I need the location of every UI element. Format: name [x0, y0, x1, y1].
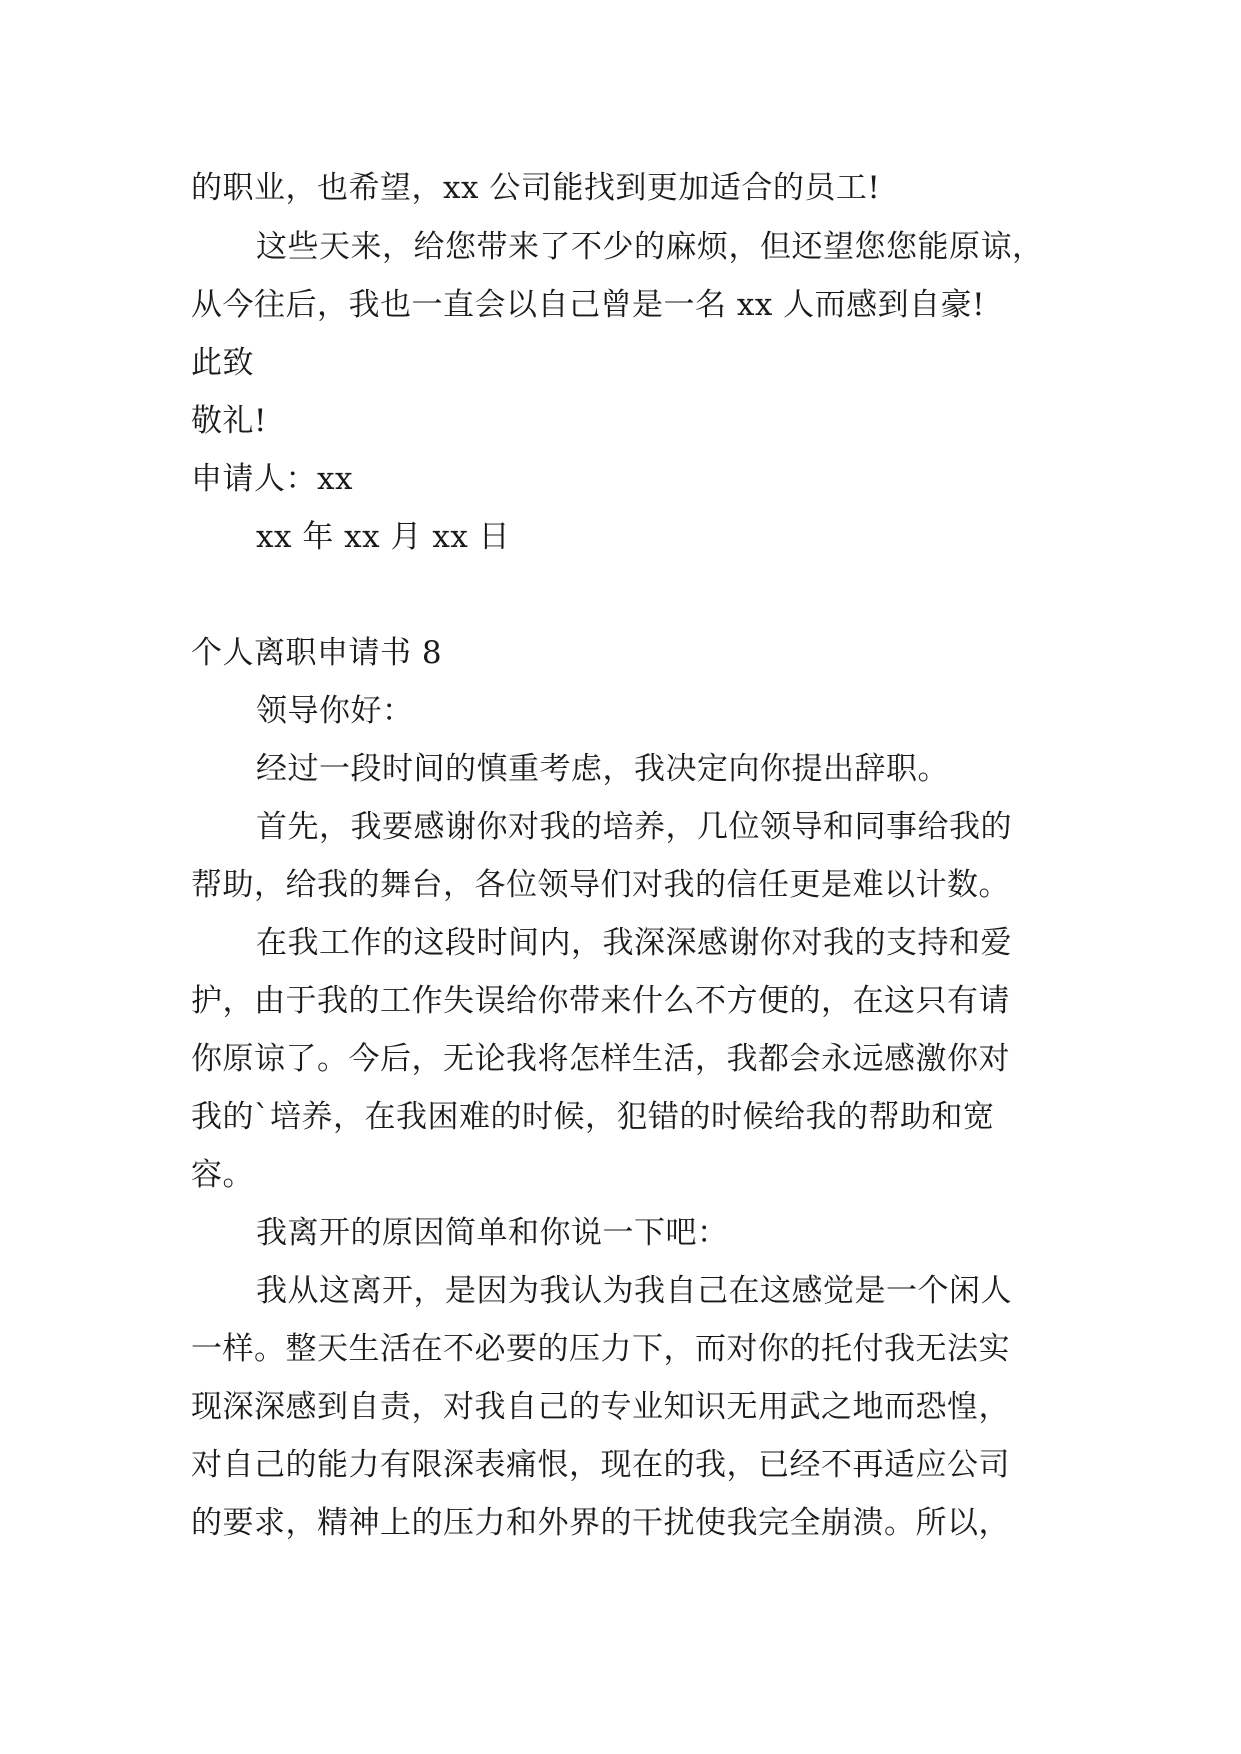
- text-line: 对自己的能力有限深表痛恨，现在的我，已经不再适应公司: [191, 1447, 1010, 1483]
- text-line: 我从这离开，是因为我认为我自己在这感觉是一个闲人: [256, 1273, 1012, 1309]
- signature-date: xx 年 xx 月 xx 日: [256, 519, 511, 555]
- text-line: 一样。整天生活在不必要的压力下，而对你的托付我无法实: [191, 1331, 1010, 1367]
- applicant-signature: 申请人：xx: [191, 461, 353, 497]
- text-line: 护，由于我的工作失误给你带来什么不方便的，在这只有请: [191, 983, 1010, 1019]
- text-line: 首先，我要感谢你对我的培养，几位领导和同事给我的: [256, 809, 1012, 845]
- greeting: 领导你好：: [256, 693, 414, 729]
- text-line: 你原谅了。今后，无论我将怎样生活，我都会永远感激你对: [191, 1041, 1010, 1077]
- text-line: 帮助，给我的舞台，各位领导们对我的信任更是难以计数。: [191, 867, 1010, 903]
- text-line: 在我工作的这段时间内，我深深感谢你对我的支持和爱: [256, 925, 1012, 961]
- text-line: 我的`培养，在我困难的时候，犯错的时候给我的帮助和宽: [191, 1099, 995, 1135]
- closing-salutation: 此致: [191, 345, 254, 381]
- text-line: 经过一段时间的慎重考虑，我决定向你提出辞职。: [256, 751, 949, 787]
- closing-regards: 敬礼!: [191, 403, 267, 439]
- section-heading: 个人离职申请书 8: [191, 635, 443, 671]
- text-line: 从今往后，我也一直会以自己曾是一名 xx 人而感到自豪!: [191, 287, 986, 323]
- text-line: 我离开的原因简单和你说一下吧：: [256, 1215, 729, 1251]
- text-line: 这些天来，给您带来了不少的麻烦，但还望您您能原谅，: [256, 229, 1044, 265]
- text-line: 现深深感到自责，对我自己的专业知识无用武之地而恐惶，: [191, 1389, 1010, 1425]
- text-line: 容。: [191, 1157, 254, 1193]
- text-line: 的要求，精神上的压力和外界的干扰使我完全崩溃。所以，: [191, 1505, 1010, 1541]
- text-line: 的职业，也希望，xx 公司能找到更加适合的员工!: [191, 170, 881, 206]
